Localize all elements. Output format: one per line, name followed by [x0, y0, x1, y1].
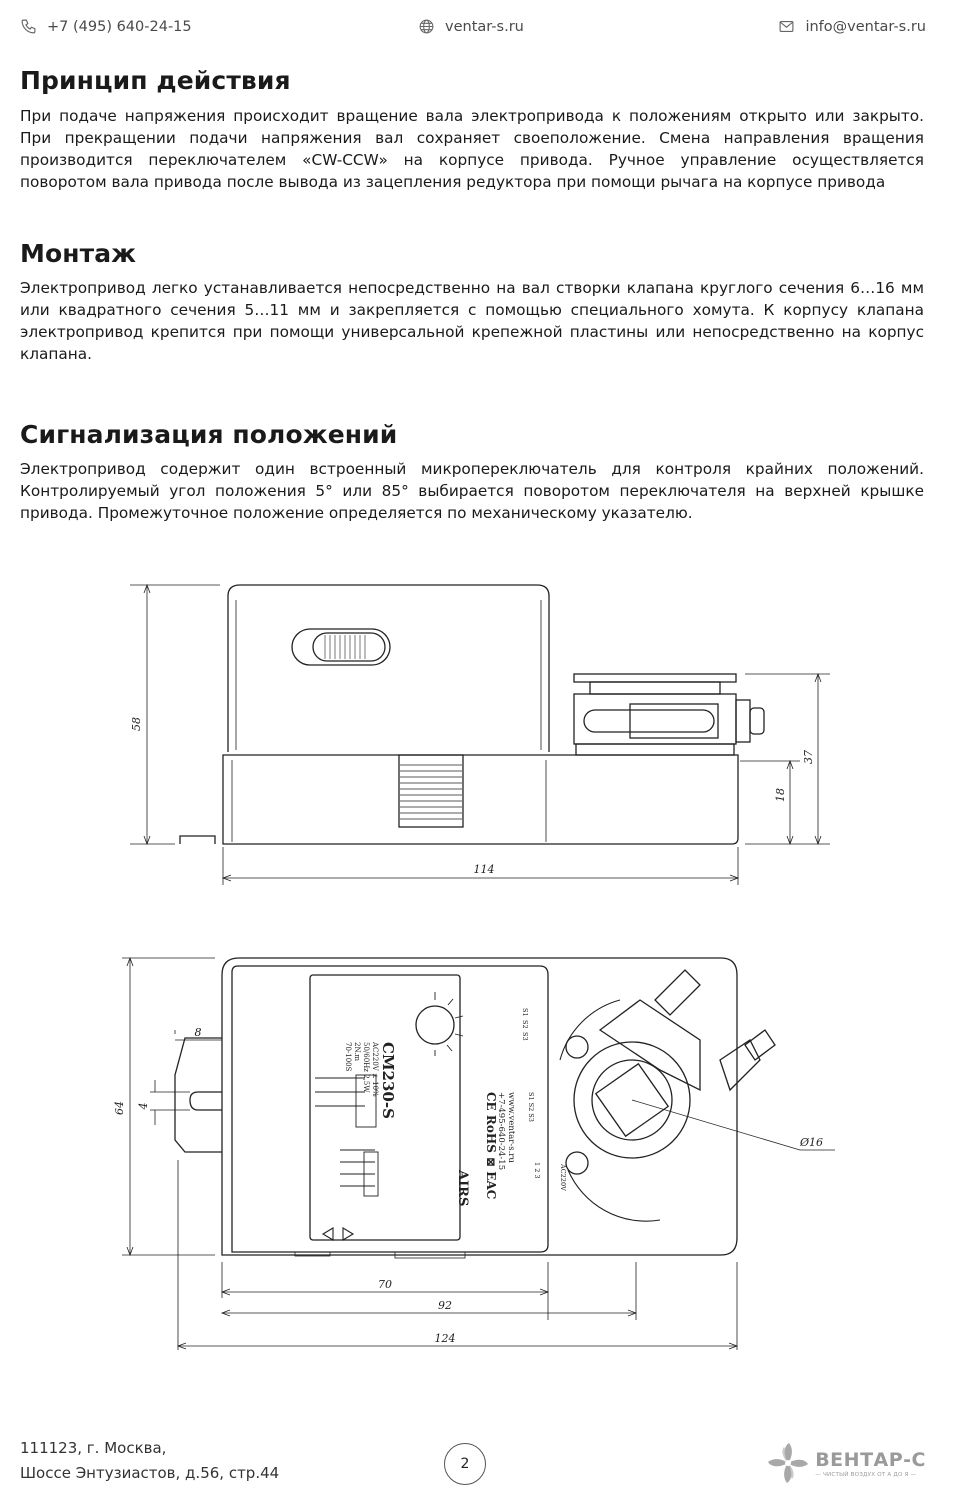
label-spec4: 70-100S — [344, 1042, 352, 1072]
label-s2: S2 — [521, 1020, 529, 1029]
header-website[interactable] — [418, 18, 524, 35]
footer-address — [20, 1436, 279, 1486]
page-number: 2 — [444, 1443, 486, 1485]
label-power: AC220V — [559, 1164, 567, 1191]
dim-top-height: 64 — [113, 1101, 126, 1115]
dim-side-right-height: 37 — [802, 750, 815, 764]
dim-124: 124 — [434, 1332, 456, 1345]
label-spec2: 50/60Hz 2,5W — [362, 1042, 370, 1093]
dim-92: 92 — [438, 1299, 452, 1312]
dim-top-slot-width: 8 — [194, 1026, 202, 1039]
fan-logo-icon — [765, 1440, 811, 1486]
label-phone: +7-495-640-24-15 — [496, 1092, 506, 1171]
brand-tagline: — ЧИСТЫЙ ВОЗДУХ ОТ А ДО Я — — [815, 1471, 917, 1478]
side-view-drawing — [0, 570, 953, 890]
label-s3: S3 — [521, 1032, 529, 1041]
page-header — [0, 0, 953, 56]
label-terminals-s: S1 S2 S3 — [527, 1092, 535, 1122]
header-phone[interactable] — [20, 18, 192, 35]
section-title-principle: Принцип действия — [20, 66, 291, 95]
label-model: CM230-S — [379, 1042, 397, 1119]
label-terminals-n: 1 2 3 — [533, 1162, 541, 1179]
label-brand: AIRS — [455, 1170, 470, 1207]
label-s1: S1 — [521, 1008, 529, 1017]
dim-shaft-diameter: Ø16 — [800, 1136, 824, 1149]
label-spec1: AC220V ± 10% — [371, 1042, 379, 1097]
section-text-mounting: Электропривод легко устанавливается непосредственно на вал створки клапана круглого сечения 6…16 мм или квадратного сечения 5…11 мм и закрепляется с помощью специального хомута. К корпусу клапана электропривод крепится при помощи универсальной крепежной пластины или непосредственно на корпус клапана. — [20, 279, 924, 363]
section-title-mounting: Монтаж — [20, 239, 137, 268]
dim-side-base: 18 — [774, 788, 787, 802]
phone-text: +7 (495) 640-24-15 — [47, 18, 192, 35]
label-marks: CE RoHS ⊠ EAC — [484, 1092, 498, 1200]
phone-icon — [20, 18, 37, 35]
label-spec3: 2N.m — [353, 1042, 361, 1061]
globe-icon — [418, 18, 435, 35]
website-text: ventar-s.ru — [445, 18, 524, 35]
email-text: info@ventar-s.ru — [805, 18, 926, 35]
dim-side-height: 58 — [130, 717, 143, 731]
brand-name: ВЕНТАР-С — [815, 1448, 926, 1471]
mail-icon — [778, 18, 795, 35]
section-text-signaling: Электропривод содержит один встроенный микропереключатель для контроля крайних положений. Контролируемый угол положения 5° или 85° выбирается поворотом переключателя на верхней крышке привода. Промежуточное положение определяется по механическому указателю. — [20, 460, 924, 522]
label-website: www.ventar-s.ru — [506, 1092, 516, 1163]
address-line-1: 111123, г. Москва, — [20, 1439, 167, 1457]
top-view-drawing — [0, 945, 953, 1355]
dim-side-length: 114 — [473, 863, 495, 876]
header-email[interactable] — [778, 18, 926, 35]
address-line-2: Шоссе Энтузиастов, д.56, стр.44 — [20, 1464, 280, 1482]
dim-top-slot: 4 — [137, 1102, 150, 1110]
footer-brand-logo — [765, 1440, 926, 1486]
section-text-principle: При подаче напряжения происходит вращение вала электропривода к положениям открыто или закрыто. При прекращении подачи напряжения вал сохраняет своеположение. Смена направления вращения производится переключателем «CW-CCW» на корпусе привода. Ручное управление осуществляется поворотом вала привода после вывода из зацепления редуктора при помощи рычага на корпусе привода — [20, 107, 924, 191]
section-title-signaling: Сигнализация положений — [20, 420, 398, 449]
actuator-label-block — [344, 1008, 567, 1206]
dim-70: 70 — [378, 1278, 392, 1291]
